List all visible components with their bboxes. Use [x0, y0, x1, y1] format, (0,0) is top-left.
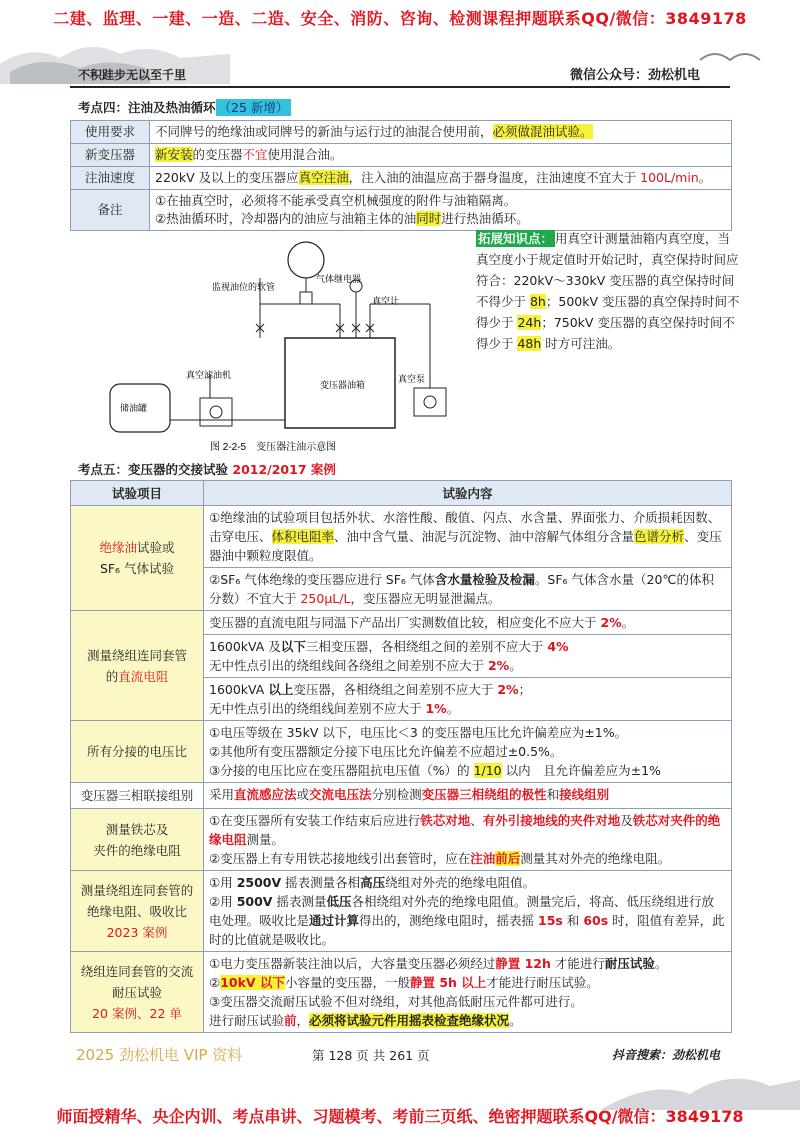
kp4-table: [70, 120, 732, 231]
table-row: [71, 506, 732, 568]
text: ②变压器上有专用铁芯接地线引出套管时，应在: [209, 851, 471, 866]
text: 分别检测: [371, 787, 422, 802]
text: 。: [509, 1013, 522, 1028]
bold-text: 低压: [326, 894, 352, 909]
text: 、变压器油中颗粒度限值。: [209, 529, 722, 563]
text: 、油中含气量、油泥与沉淀物、油中溶解气体组分含量: [334, 529, 635, 544]
extension-knowledge: [476, 228, 740, 354]
highlight: 必须将试验元件用摇表检查绝缘状况: [309, 1013, 510, 1028]
transformer-oil-filling-diagram: [100, 238, 460, 456]
highlight: 新安装: [155, 147, 193, 162]
page-number: 第 128 页 共 261 页: [312, 1048, 430, 1063]
text: 以内 且允许偏差应为±1%: [501, 763, 661, 778]
text: ，变压器应无明显泄漏点。: [350, 591, 501, 606]
red-text: 100L/min: [640, 170, 699, 185]
text: 测量。: [246, 832, 285, 847]
label-vacuum-pump: 真空泵: [398, 374, 426, 384]
highlight: 48h: [517, 336, 542, 351]
text: ①在抽真空时，必须将不能承受真空机械强度的附件与油箱隔离。: [155, 193, 517, 208]
text: 用真空计测量油箱内真空度，当真空度小于规定值时开始记时，真空保持时间应符合：220kV～330kV 变压器的真空保持时间不得少于: [476, 231, 739, 309]
text: ；: [518, 682, 532, 697]
highlight: 10kV 以下: [220, 975, 285, 990]
text: ①绝缘油的试验项目包括外状、水溶性酸、酸值、闪点、水含量、界面张力、介质损耗因数、击穿电压、: [209, 510, 721, 544]
row-key: [71, 611, 204, 721]
text: ①电力变压器新装注油以后，大容量变压器必须经过: [209, 956, 496, 971]
row-content: [204, 506, 732, 568]
red-text: 直流电阻: [118, 668, 169, 684]
text: 测量铁芯及: [105, 821, 169, 837]
text: 。: [621, 615, 635, 630]
kp4-title: [78, 98, 291, 116]
text: SF₆ 气体试验: [99, 561, 175, 576]
row-key: 注油速度: [71, 167, 150, 190]
text: ；500kV 变压器的真空保持时间不得少于: [476, 294, 740, 330]
text: 。: [654, 956, 668, 971]
red-text: 不宜: [242, 147, 268, 162]
text: 变压器的直流电阻与同温下产品出厂实测数值比较，相应变化不应大于: [209, 615, 601, 630]
row-content: [204, 568, 732, 611]
red-text: 静置 12h: [495, 956, 551, 971]
red-text: 有外引接地线的夹件对地: [482, 813, 621, 828]
text: 得出的，测绝缘电阻时，摇表摇: [359, 913, 539, 928]
text: 测量绕组连同套管: [86, 647, 187, 663]
text: 进行耐压试验: [209, 1013, 285, 1028]
red-text: 20 案例、22 单: [92, 1005, 182, 1021]
promo-banner-bottom: 师面授精华、央企内训、考点串讲、习题模考、考前三页纸、绝密押题联系QQ/微信：3849178: [56, 1107, 744, 1126]
red-text: 绝缘油: [99, 540, 137, 555]
label-vacuum-oil-filter: 真空滤油机: [186, 370, 232, 380]
row-content: [204, 721, 732, 783]
table-row: [71, 190, 732, 231]
text: 220kV 及以上的变压器应: [155, 170, 299, 185]
row-key: [71, 952, 204, 1033]
ink-mountain-decoration-bottom: [600, 1050, 800, 1110]
row-content: [204, 783, 732, 809]
text: 1600kVA 及: [209, 639, 281, 654]
red-text: 2023 案例: [106, 924, 168, 940]
text: 和: [546, 787, 560, 802]
row-key: [71, 809, 204, 871]
bold-text: 通过计算: [309, 913, 360, 928]
table-row: [71, 121, 732, 144]
text: ②SF₆ 气体绝缘的变压器应进行 SF₆ 气体: [209, 572, 435, 587]
table-header-row: [71, 481, 732, 506]
red-text: 15s: [538, 913, 563, 928]
label-oil-storage: 储油罐: [120, 403, 148, 413]
red-text: 铁芯对夹件的绝缘电阻: [209, 813, 721, 847]
text: 绝缘电阻、吸收比: [86, 903, 187, 919]
bold-text: 高压: [360, 875, 386, 890]
red-text: 交流电压法: [309, 787, 372, 802]
text: 三相变压器，各相绕组之间的差别不应大于: [305, 639, 548, 654]
text: 无中性点引出的绕组线间各绕组之间差别不应大于: [209, 658, 488, 673]
row-content: [204, 678, 732, 721]
footer-vip: 2025 劲松机电 VIP 资料: [76, 1046, 243, 1064]
text: 和: [562, 913, 584, 928]
kp5-years: 2012/2017 案例: [232, 462, 336, 477]
row-key: [71, 506, 204, 611]
text: ②其他所有变压器额定分接下电压比允许偏差不应超过±0.5%。: [209, 744, 563, 759]
text: 夹件的绝缘电阻: [93, 842, 181, 858]
table-row: [71, 952, 732, 1033]
text: 变压器，各相绕组之间差别不应大于: [293, 682, 498, 697]
red-text: 1%: [425, 701, 447, 716]
text: ①用: [209, 875, 237, 890]
text: 的变压器: [192, 147, 243, 162]
bold-text: 500V: [236, 894, 273, 909]
label-tank: 变压器油箱: [320, 380, 366, 390]
highlight: 1/10: [473, 763, 502, 778]
header-wechat: 微信公众号：劲松机电: [569, 68, 700, 83]
highlight: 前后: [495, 851, 521, 866]
text: 时，阻值有差异，此时的比值就是吸收比。: [209, 913, 725, 947]
highlight: 色谱分析: [634, 529, 685, 544]
text: 采用: [209, 787, 235, 802]
row-key: 使用要求: [71, 121, 150, 144]
table-row: [71, 144, 732, 167]
label-vacuum-gauge: 真空计: [372, 296, 400, 306]
text: 时方可注油。: [541, 336, 621, 351]
extension-label: 拓展知识点：: [478, 231, 554, 246]
kp4-new-tag: （25 新增）: [216, 99, 292, 116]
text: 。: [509, 658, 522, 673]
column-header: 试验内容: [204, 481, 732, 506]
label-soft-tube: 监视油位的软管: [212, 282, 276, 292]
table-row: [71, 721, 732, 783]
row-content: [204, 952, 732, 1033]
highlight: 24h: [517, 315, 542, 330]
red-text: 变压器三相绕组的极性: [421, 787, 547, 802]
text: 才能进行: [550, 956, 605, 971]
row-key: 变压器三相联接组别: [71, 783, 204, 809]
text: 测量绕组连同套管的: [80, 882, 194, 898]
text: 试验或: [137, 540, 175, 555]
text: ；750kV 变压器的真空保持时间不得少于: [476, 315, 735, 351]
red-text: 静置 5h 以上: [409, 975, 487, 990]
text: 进行热油循环。: [441, 211, 529, 226]
highlight: 体积电阻率: [271, 529, 335, 544]
text: 摇表测量各相: [281, 875, 361, 890]
header-motto: 不积跬步无以至千里: [78, 68, 187, 82]
kp5-title-text: 考点五：变压器的交接试验: [78, 462, 229, 477]
promo-banner-top: 二建、监理、一建、一造、二造、安全、消防、咨询、检测课程押题联系QQ/微信：3849178: [53, 9, 747, 28]
text: 小容量的变压器，一般: [284, 975, 410, 990]
row-content: [150, 190, 732, 231]
row-key: 备注: [71, 190, 150, 231]
text: ②热油循环时，冷却器内的油应与油箱主体的油: [155, 211, 417, 226]
red-text: 250μL/L: [300, 591, 351, 606]
bold-text: 以下: [280, 639, 306, 654]
table-row: [71, 809, 732, 871]
table-row: [71, 871, 732, 952]
red-text: 铁芯对地: [420, 813, 471, 828]
text: 无中性点引出的绕组线间差别不应大于: [209, 701, 426, 716]
text: 绕组对外壳的绝缘电阻值。: [385, 875, 536, 890]
text: 。: [446, 701, 460, 716]
bold-text: 以上: [268, 682, 294, 697]
header-divider: [70, 86, 730, 88]
row-content: [204, 611, 732, 635]
highlight: 必须做混油试验。: [492, 124, 593, 139]
text: 才能进行耐压试验。: [486, 975, 599, 990]
diagram-caption: 图 2-2-5 变压器注油示意图: [210, 442, 337, 453]
text: ，: [296, 1013, 310, 1028]
text: 使用混合油。: [267, 147, 343, 162]
row-key: 所有分接的电压比: [71, 721, 204, 783]
row-key: [71, 871, 204, 952]
red-text: 注油: [470, 851, 496, 866]
highlight: 8h: [529, 294, 546, 309]
table-row: [71, 611, 732, 635]
text: 。SF₆ 气体含水量（20℃的体积分数）不宜大于: [209, 572, 714, 606]
red-text: 4%: [547, 639, 569, 654]
row-key: 新变压器: [71, 144, 150, 167]
table-row: [71, 783, 732, 809]
text: 及: [620, 813, 633, 828]
text: 测量其对外壳的绝缘电阻。: [520, 851, 671, 866]
text: ②用: [209, 894, 237, 909]
kp5-table: [70, 480, 732, 1033]
row-content: [204, 635, 732, 678]
label-gas-relay: 气体继电器: [316, 274, 362, 284]
red-text: 前: [284, 1013, 297, 1028]
row-content: [204, 871, 732, 952]
text: ①电压等级在 35kV 以下，电压比＜3 的变压器电压比允许偏差应为±1%。: [209, 725, 628, 740]
row-content: [150, 144, 732, 167]
text: ③变压器交流耐压试验不但对绕组，对其他高低耐压元件都可进行。: [209, 994, 583, 1009]
text: 、: [470, 813, 483, 828]
text: 绕组连同套管的交流: [80, 963, 194, 979]
text: ③分接的电压比应在变压器阻抗电压值（%）的: [209, 763, 474, 778]
text: ②: [209, 975, 221, 990]
text: 不同牌号的绝缘油或同牌号的新油与运行过的油混合使用前，: [155, 124, 493, 139]
text: 各相绕组对外壳的绝缘电阻值。测量完后，将高、低压绕组进行放电处理。吸收比是: [209, 894, 714, 928]
footer-douyin: 抖音搜索：劲松机电: [611, 1048, 720, 1062]
text: 。: [698, 170, 712, 185]
text: 1600kVA: [209, 682, 269, 697]
red-text: 接线组别: [559, 787, 610, 802]
column-header: 试验项目: [71, 481, 204, 506]
text: ①在变压器所有安装工作结束后应进行: [209, 813, 421, 828]
text: 的: [105, 668, 119, 684]
red-text: 60s: [583, 913, 609, 928]
bold-text: 2500V: [236, 875, 282, 890]
red-text: 直流感应法: [234, 787, 297, 802]
kp5-title: [78, 460, 336, 478]
row-content: [150, 121, 732, 144]
highlight: 同时: [416, 211, 442, 226]
red-text: 2%: [497, 682, 519, 697]
row-content: [150, 167, 732, 190]
bold-text: 耐压试验: [604, 956, 655, 971]
text: ，注入油的油温应高于器身温度，注油速度不宜大于: [348, 170, 641, 185]
table-row: [71, 167, 732, 190]
highlight: 真空注油: [298, 170, 349, 185]
red-text: 2%: [600, 615, 622, 630]
text: 摇表测量: [272, 894, 327, 909]
text: 耐压试验: [111, 984, 162, 1000]
text: 或: [296, 787, 310, 802]
kp4-title-text: 考点四：注油及热油循环: [78, 100, 216, 115]
red-text: 2%: [487, 658, 510, 673]
bold-text: 含水量检验及检漏: [434, 572, 535, 587]
row-content: [204, 809, 732, 871]
